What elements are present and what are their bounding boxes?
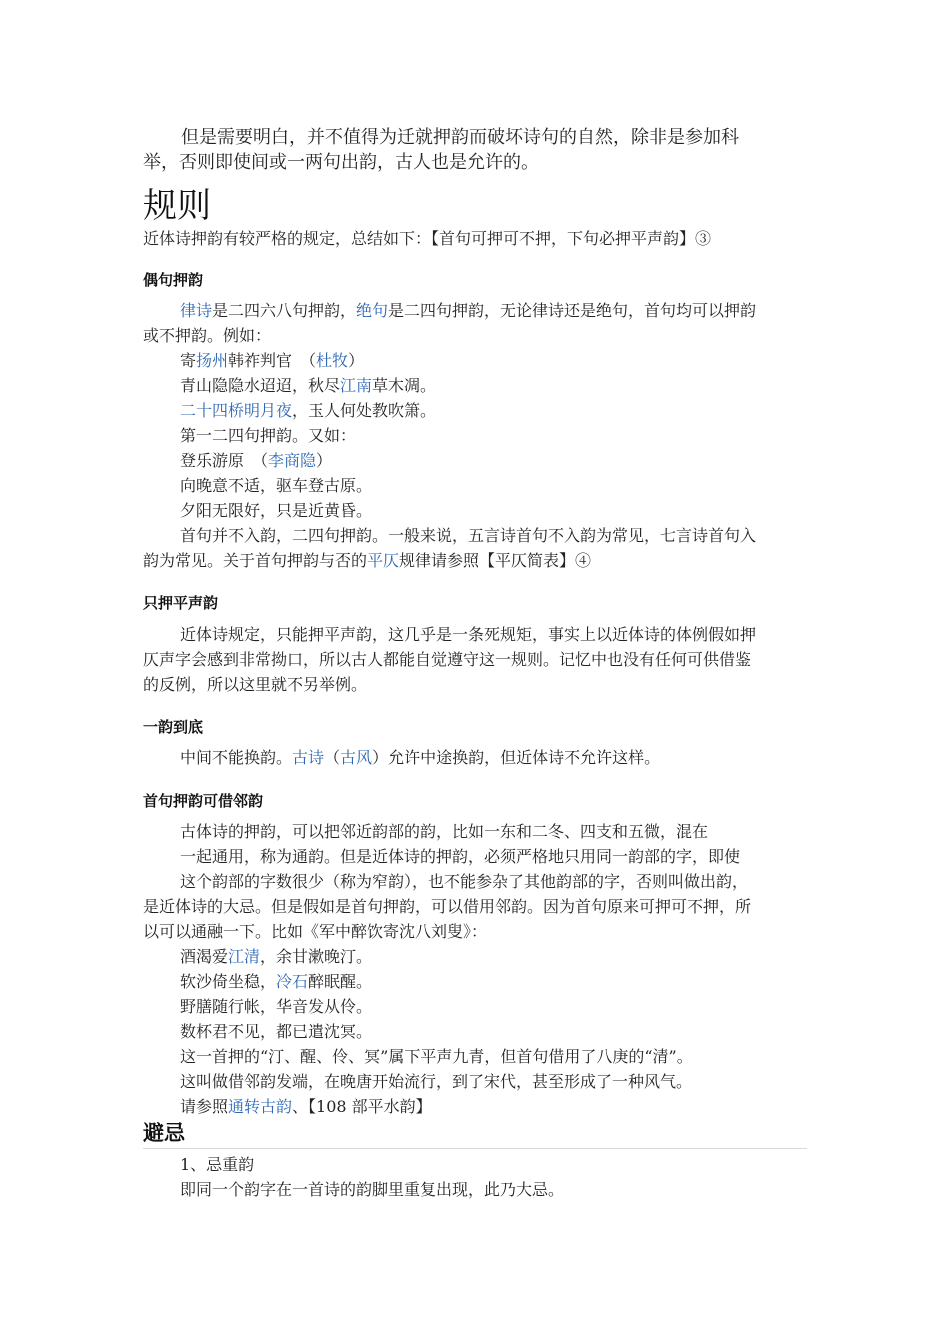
neighbor-line-4: 是近体诗的大忌。但是假如是首句押韵，可以借用邻韵。因为首句原来可押可不押，所 (143, 897, 752, 916)
link-jiangqing[interactable]: 江清 (228, 947, 261, 966)
poem1-line-1 (180, 373, 436, 398)
text: 登乐游原 （ (180, 451, 269, 470)
intro-line-2: 举，否则即使间或一两句出韵，古人也是允许的。 (143, 152, 539, 173)
link-lengshi[interactable]: 冷石 (276, 972, 309, 991)
text: 是二四六八句押韵， (212, 301, 357, 320)
level-tone-line-1: 近体诗规定，只能押平声韵，这几乎是一条死规矩，事实上以近体诗的体例假如押 (180, 625, 757, 644)
link-gushi[interactable]: 古诗 (292, 748, 325, 767)
neighbor-line-3: 这个韵部的字数很少（称为窄韵），也不能参杂了其他韵部的字，否则叫做出韵， (180, 872, 749, 891)
poem2-line-2: 夕阳无限好，只是近黄昏。 (180, 501, 373, 520)
neighbor-reference (180, 1094, 432, 1119)
neighbor-poem-line-3: 野膳随行帐，华音发从伶。 (180, 997, 373, 1016)
mid-text: 第一二四句押韵。又如： (180, 426, 357, 445)
level-tone-heading: 只押平声韵 (143, 594, 219, 612)
text: 规律请参照【平仄简表】④ (399, 551, 592, 570)
neighbor-poem-line-1 (180, 944, 372, 969)
text: 醉眠醒。 (308, 972, 373, 991)
avoid-heading: 避忌 (143, 1121, 185, 1145)
text: 草木凋。 (372, 376, 437, 395)
rules-summary: 近体诗押韵有较严格的规定，总结如下：【首句可押可不押，下句必押平声韵】③ (143, 229, 712, 248)
text: 韵为常见。关于首句押韵与否的 (143, 551, 368, 570)
text: ，余甘漱晚汀。 (260, 947, 373, 966)
neighbor-note-2: 这叫做借邻韵发端，在晚唐开始流行，到了宋代，甚至形成了一种风气。 (180, 1072, 693, 1091)
level-tone-line-3: 的反例，所以这里就不另举例。 (143, 675, 368, 694)
text: ） (348, 351, 365, 370)
text: 中间不能换韵。 (180, 748, 293, 767)
even-lines-para-2: 首句并不入韵，二四句押韵。一般来说，五言诗首句不入韵为常见，七言诗首句入 (180, 526, 757, 545)
link-yangzhou[interactable]: 扬州 (196, 351, 229, 370)
text: 是二四句押韵，无论律诗还是绝句，首句均可以押韵 (388, 301, 757, 320)
text: （ (324, 748, 341, 767)
intro-line-1: 但是需要明白，并不值得为迁就押韵而破坏诗句的自然，除非是参加科 (181, 127, 739, 148)
poem1-line-2 (180, 398, 436, 423)
link-gufeng[interactable]: 古风 (340, 748, 373, 767)
avoid-item-1-desc: 即同一个韵字在一首诗的韵脚里重复出现，此乃大忌。 (180, 1180, 565, 1199)
one-rhyme-heading: 一韵到底 (143, 718, 204, 736)
neighbor-heading: 首句押韵可借邻韵 (143, 792, 264, 810)
avoid-item-1: 1、忌重韵 (180, 1155, 255, 1174)
link-lushi[interactable]: 律诗 (180, 301, 213, 320)
level-tone-line-2: 仄声字会感到非常拗口，所以古人都能自觉遵守这一规则。记忆中也没有任何可供借鉴 (143, 650, 752, 669)
one-rhyme-text (180, 745, 660, 770)
text: 请参照 (180, 1097, 229, 1116)
text: 韩祚判官 （ (228, 351, 317, 370)
link-pingze[interactable]: 平仄 (367, 551, 400, 570)
text: 青山隐隐水迢迢，秋尽 (180, 376, 341, 395)
text: ，玉人何处教吹箫。 (292, 401, 437, 420)
section-divider (143, 1148, 807, 1149)
neighbor-line-5: 以可以通融一下。比如《军中醉饮寄沈八刘叟》： (143, 922, 488, 941)
text: 酒渴爱 (180, 947, 229, 966)
text: 软沙倚坐稳， (180, 972, 277, 991)
neighbor-poem-line-4: 数杯君不见，都已遣沈冥。 (180, 1022, 373, 1041)
neighbor-line-1: 古体诗的押韵，可以把邻近韵部的韵，比如一东和二冬、四支和五微，混在 (180, 822, 709, 841)
even-lines-para-2-cont (143, 548, 591, 573)
neighbor-line-2: 一起通用，称为通韵。但是近体诗的押韵，必须严格地只用同一韵部的字，即使 (180, 847, 741, 866)
text: 寄 (180, 351, 197, 370)
poem2-title (180, 448, 332, 473)
poem2-line-1: 向晚意不适，驱车登古原。 (180, 476, 373, 495)
rules-heading: 规则 (143, 186, 211, 226)
even-lines-heading: 偶句押韵 (143, 271, 204, 289)
link-ershisiqiao[interactable]: 二十四桥明月夜 (180, 401, 293, 420)
text: 、【108 部平水韵】 (292, 1097, 432, 1116)
link-dumu[interactable]: 杜牧 (316, 351, 349, 370)
poem1-title (180, 348, 364, 373)
link-jueju[interactable]: 绝句 (356, 301, 389, 320)
even-lines-para-1-cont: 或不押韵。例如： (143, 326, 272, 345)
link-lishangyin[interactable]: 李商隐 (268, 451, 317, 470)
text: ） (316, 451, 333, 470)
neighbor-note-1: 这一首押的“汀、醒、伶、冥”属下平声九青，但首句借用了八庚的“清”。 (180, 1047, 693, 1066)
even-lines-para-1 (180, 298, 756, 323)
link-jiangnan[interactable]: 江南 (340, 376, 373, 395)
neighbor-poem-line-2 (180, 969, 372, 994)
link-tongzhuan-guyun[interactable]: 通转古韵 (228, 1097, 293, 1116)
text: ）允许中途换韵，但近体诗不允许这样。 (372, 748, 661, 767)
